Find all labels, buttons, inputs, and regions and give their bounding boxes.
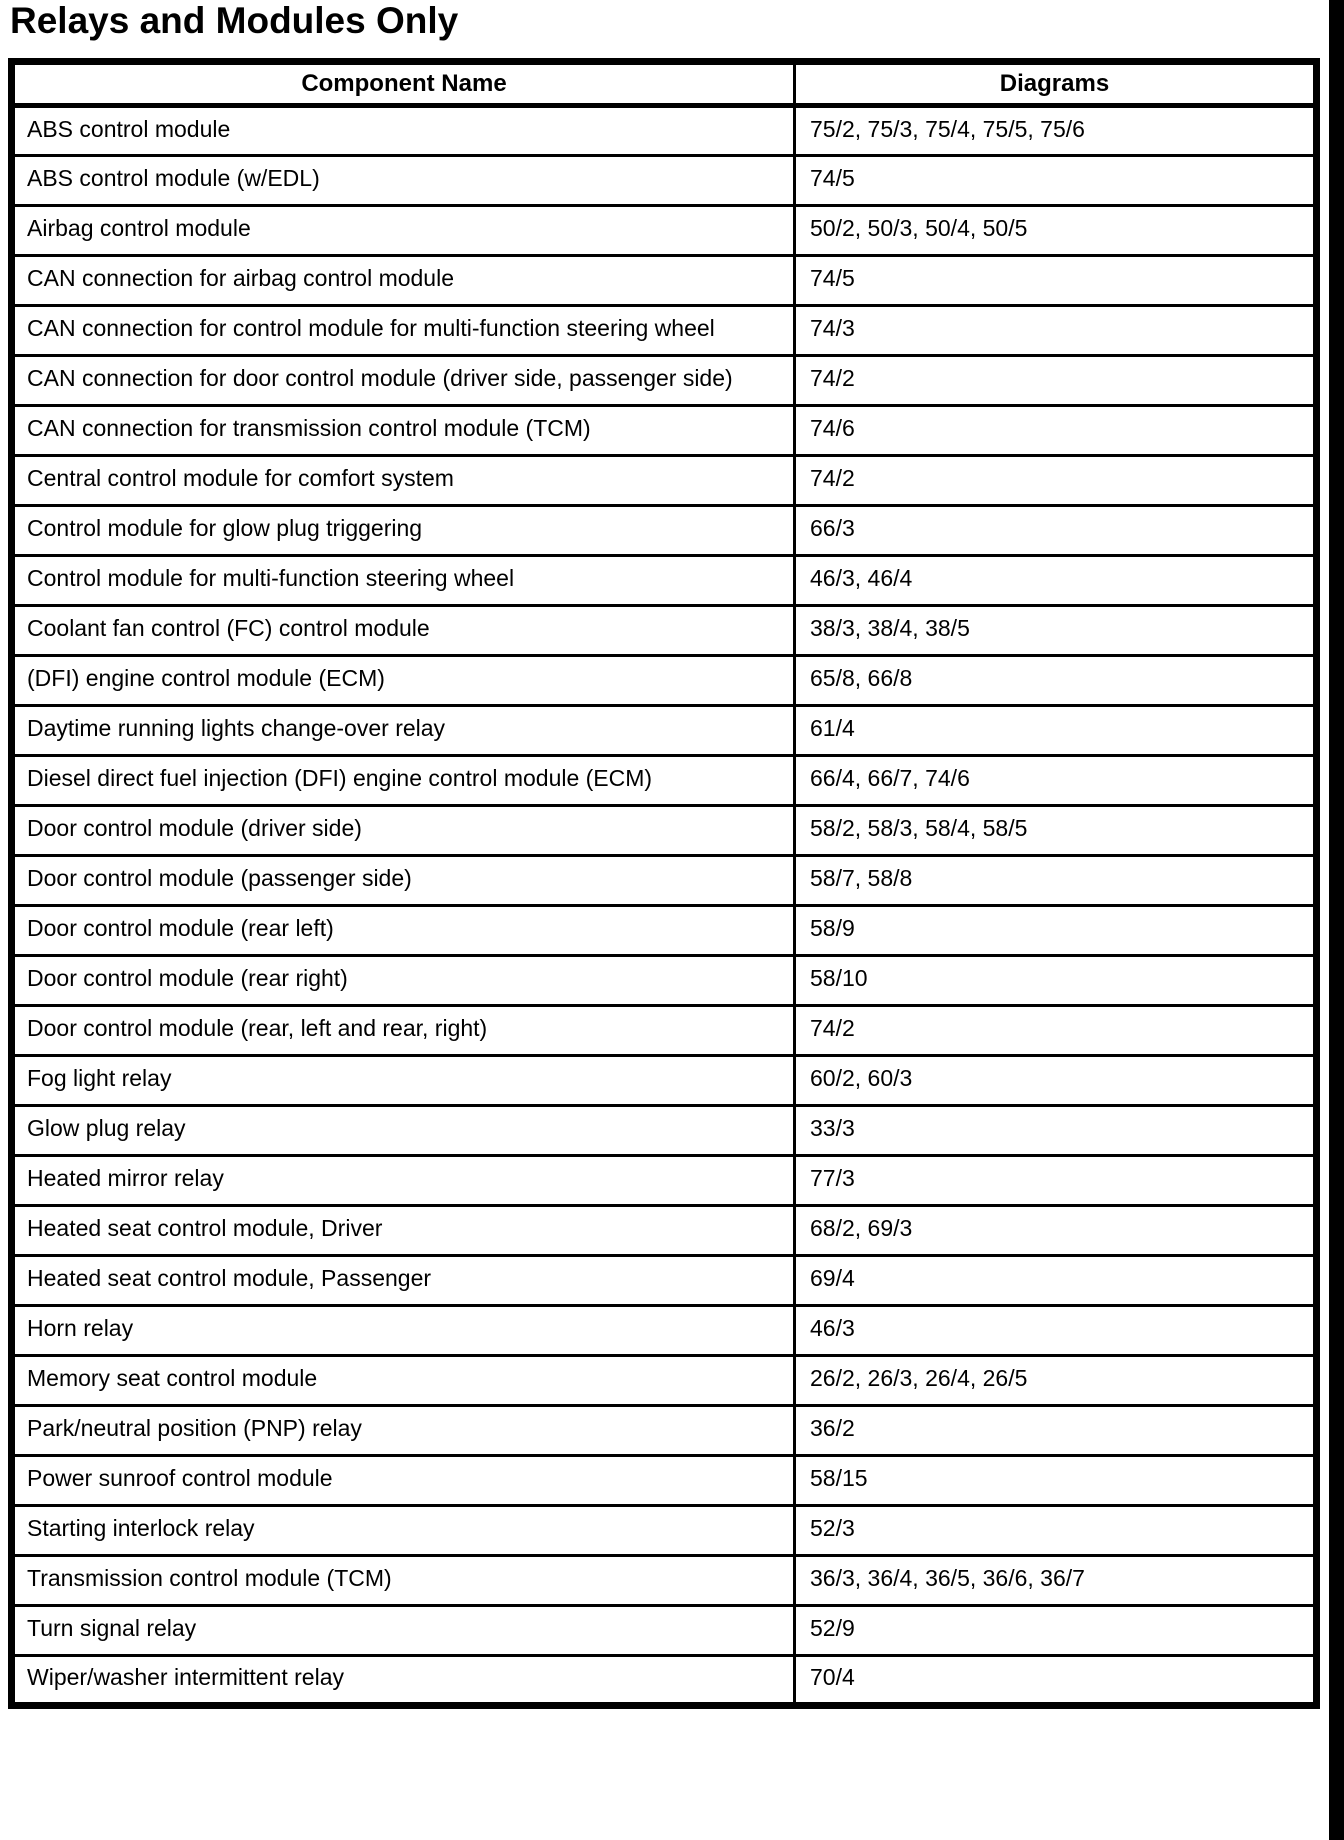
component-name-cell: Transmission control module (TCM) [12, 1556, 795, 1606]
diagrams-cell: 77/3 [795, 1156, 1317, 1206]
component-name-cell: Door control module (rear, left and rear, right) [12, 1006, 795, 1056]
component-name-cell: (DFI) engine control module (ECM) [12, 656, 795, 706]
diagrams-cell: 36/3, 36/4, 36/5, 36/6, 36/7 [795, 1556, 1317, 1606]
table-header-row [12, 62, 1317, 106]
diagrams-cell: 68/2, 69/3 [795, 1206, 1317, 1256]
diagrams-cell: 58/7, 58/8 [795, 856, 1317, 906]
component-name-cell: Starting interlock relay [12, 1506, 795, 1556]
diagrams-cell: 36/2 [795, 1406, 1317, 1456]
table-row [12, 1206, 1317, 1256]
table-row [12, 506, 1317, 556]
component-name-cell: Door control module (rear right) [12, 956, 795, 1006]
component-name-cell: Park/neutral position (PNP) relay [12, 1406, 795, 1456]
component-name-cell: ABS control module (w/EDL) [12, 156, 795, 206]
diagrams-cell: 74/2 [795, 1006, 1317, 1056]
diagrams-cell: 75/2, 75/3, 75/4, 75/5, 75/6 [795, 106, 1317, 156]
table-row [12, 306, 1317, 356]
component-name-cell: Horn relay [12, 1306, 795, 1356]
table-row [12, 956, 1317, 1006]
component-name-cell: Heated mirror relay [12, 1156, 795, 1206]
diagrams-cell: 60/2, 60/3 [795, 1056, 1317, 1106]
table-row [12, 1156, 1317, 1206]
table-row [12, 806, 1317, 856]
component-name-cell: Central control module for comfort system [12, 456, 795, 506]
component-name-cell: Door control module (rear left) [12, 906, 795, 956]
table-row [12, 256, 1317, 306]
component-name-cell: Heated seat control module, Passenger [12, 1256, 795, 1306]
component-name-cell: Wiper/washer intermittent relay [12, 1656, 795, 1706]
diagrams-cell: 52/3 [795, 1506, 1317, 1556]
table-row [12, 456, 1317, 506]
component-name-cell: Memory seat control module [12, 1356, 795, 1406]
table-row [12, 1056, 1317, 1106]
diagrams-cell: 58/15 [795, 1456, 1317, 1506]
component-name-cell: ABS control module [12, 106, 795, 156]
table-row [12, 206, 1317, 256]
table-row [12, 1506, 1317, 1556]
table-row [12, 1606, 1317, 1656]
diagrams-cell: 58/9 [795, 906, 1317, 956]
diagrams-cell: 66/3 [795, 506, 1317, 556]
diagrams-cell: 33/3 [795, 1106, 1317, 1156]
diagrams-cell: 70/4 [795, 1656, 1317, 1706]
table-row [12, 1456, 1317, 1506]
diagrams-cell: 46/3, 46/4 [795, 556, 1317, 606]
diagrams-cell: 58/2, 58/3, 58/4, 58/5 [795, 806, 1317, 856]
diagrams-cell: 74/6 [795, 406, 1317, 456]
table-row [12, 556, 1317, 606]
diagrams-cell: 50/2, 50/3, 50/4, 50/5 [795, 206, 1317, 256]
component-name-cell: CAN connection for transmission control module (TCM) [12, 406, 795, 456]
page-title: Relays and Modules Only [10, 0, 459, 41]
table-row [12, 656, 1317, 706]
table-row [12, 1256, 1317, 1306]
page-edge-bar [1329, 0, 1344, 1840]
diagrams-cell: 52/9 [795, 1606, 1317, 1656]
column-header-component-name: Component Name [12, 62, 795, 106]
diagrams-cell: 38/3, 38/4, 38/5 [795, 606, 1317, 656]
diagrams-cell: 66/4, 66/7, 74/6 [795, 756, 1317, 806]
component-name-cell: Turn signal relay [12, 1606, 795, 1656]
diagrams-cell: 69/4 [795, 1256, 1317, 1306]
table-row [12, 1106, 1317, 1156]
table-row [12, 106, 1317, 156]
component-name-cell: Glow plug relay [12, 1106, 795, 1156]
relays-modules-table [8, 58, 1320, 1709]
table-row [12, 1006, 1317, 1056]
table-row [12, 1306, 1317, 1356]
table-body [12, 106, 1317, 1706]
column-header-diagrams: Diagrams [795, 62, 1317, 106]
diagrams-cell: 74/5 [795, 156, 1317, 206]
diagrams-cell: 26/2, 26/3, 26/4, 26/5 [795, 1356, 1317, 1406]
table-row [12, 156, 1317, 206]
component-name-cell: CAN connection for control module for multi-function steering wheel [12, 306, 795, 356]
diagrams-cell: 65/8, 66/8 [795, 656, 1317, 706]
table-row [12, 1356, 1317, 1406]
diagrams-cell: 74/3 [795, 306, 1317, 356]
component-name-cell: Diesel direct fuel injection (DFI) engine control module (ECM) [12, 756, 795, 806]
component-name-cell: CAN connection for door control module (driver side, passenger side) [12, 356, 795, 406]
table-row [12, 356, 1317, 406]
component-name-cell: Power sunroof control module [12, 1456, 795, 1506]
component-name-cell: CAN connection for airbag control module [12, 256, 795, 306]
table-row [12, 906, 1317, 956]
diagrams-cell: 61/4 [795, 706, 1317, 756]
diagrams-cell: 74/2 [795, 356, 1317, 406]
table-row [12, 1556, 1317, 1606]
component-name-cell: Door control module (driver side) [12, 806, 795, 856]
table-row [12, 1406, 1317, 1456]
component-name-cell: Coolant fan control (FC) control module [12, 606, 795, 656]
diagrams-cell: 58/10 [795, 956, 1317, 1006]
table-row [12, 756, 1317, 806]
diagrams-cell: 46/3 [795, 1306, 1317, 1356]
component-name-cell: Airbag control module [12, 206, 795, 256]
component-name-cell: Heated seat control module, Driver [12, 1206, 795, 1256]
component-name-cell: Door control module (passenger side) [12, 856, 795, 906]
table-row [12, 1656, 1317, 1706]
table-row [12, 406, 1317, 456]
table-row [12, 856, 1317, 906]
table-row [12, 606, 1317, 656]
component-name-cell: Daytime running lights change-over relay [12, 706, 795, 756]
component-name-cell: Control module for multi-function steering wheel [12, 556, 795, 606]
table-row [12, 706, 1317, 756]
component-name-cell: Fog light relay [12, 1056, 795, 1106]
diagrams-cell: 74/2 [795, 456, 1317, 506]
component-name-cell: Control module for glow plug triggering [12, 506, 795, 556]
table-header [12, 62, 1317, 106]
diagrams-cell: 74/5 [795, 256, 1317, 306]
